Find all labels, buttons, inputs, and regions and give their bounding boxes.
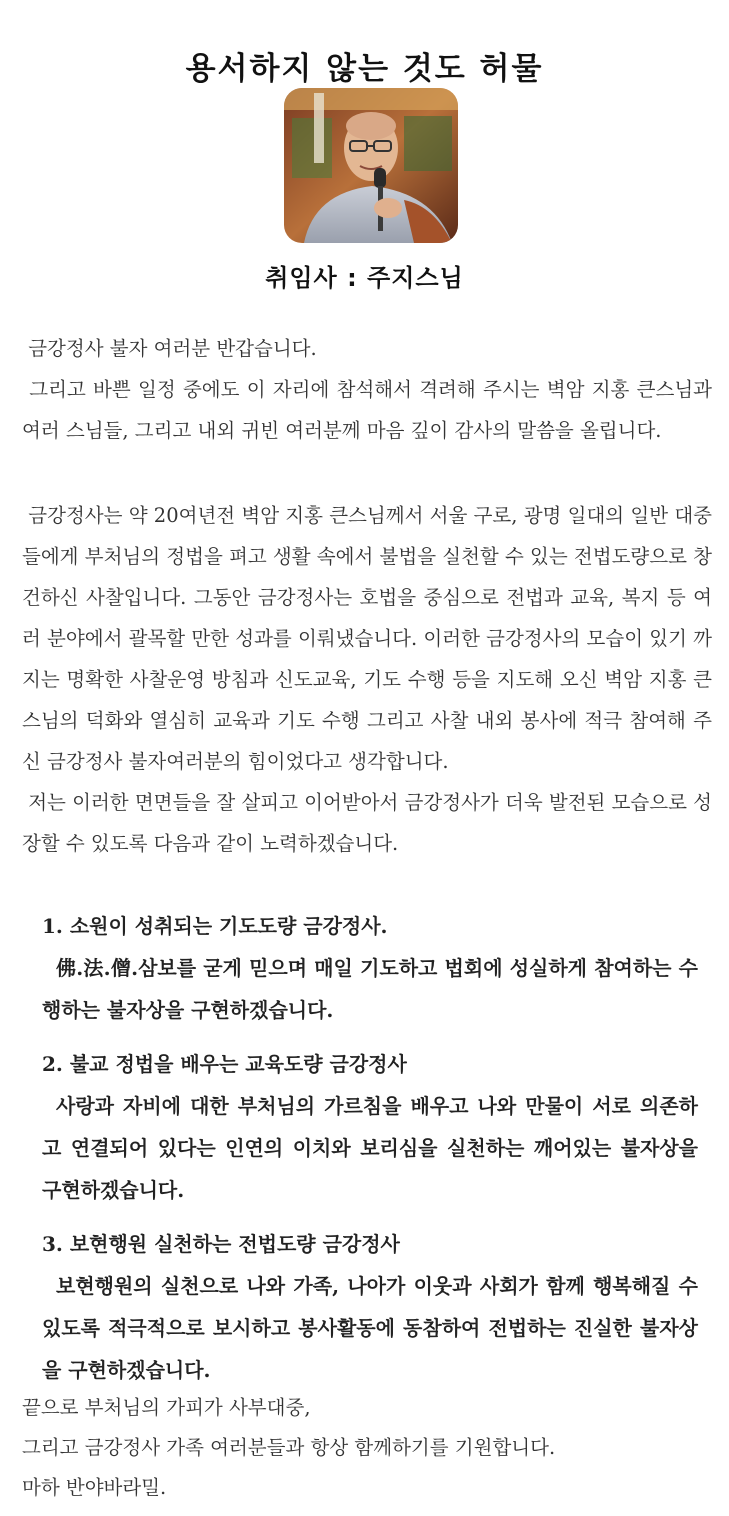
closing-line: 마하 반야바라밀. [22, 1476, 167, 1499]
closing-section [22, 1388, 712, 1508]
resolution-paragraph: 저는 이러한 면면들을 잘 살피고 이어받아서 금강정사가 더욱 발전된 모습으로 성장할 수 있도록 다음과 같이 노력하겠습니다. [22, 791, 712, 855]
speaker-photo [284, 88, 458, 243]
page-title: 용서하지 않는 것도 허물 [185, 50, 544, 87]
vow-item [42, 1223, 698, 1391]
greeting-section [22, 328, 719, 451]
vow-heading: 1. 소원이 성취되는 기도도량 금강정사. [42, 914, 388, 938]
vow-item [42, 905, 698, 1031]
closing-line: 끝으로 부처님의 가피가 사부대중, [22, 1396, 311, 1419]
vow-heading: 2. 불교 정법을 배우는 교육도량 금강정사 [42, 1052, 407, 1076]
speaker-photo-image [284, 88, 458, 243]
vow-list [42, 905, 698, 1403]
vow-body: 佛.法.僧.삼보를 굳게 믿으며 매일 기도하고 법회에 성실하게 참여하는 수행하는 불자상을 구현하겠습니다. [42, 956, 698, 1022]
vow-heading: 3. 보현행원 실천하는 전법도량 금강정사 [42, 1232, 400, 1256]
history-section [22, 495, 712, 864]
vow-body: 사랑과 자비에 대한 부처님의 가르침을 배우고 나와 만물이 서로 의존하고 연결되어 있다는 인연의 이치와 보리심을 실천하는 깨어있는 불자상을 구현하겠습니다. [42, 1094, 698, 1202]
vow-item [42, 1043, 698, 1211]
vow-body: 보현행원의 실천으로 나와 가족, 나아가 이웃과 사회가 함께 행복해질 수 있도록 적극적으로 보시하고 봉사활동에 동참하여 전법하는 진실한 불자상을 구현하겠습니다. [42, 1274, 698, 1382]
greeting-paragraph: 그리고 바쁜 일정 중에도 이 자리에 참석해서 격려해 주시는 벽암 지홍 큰스님과 여러 스님들, 그리고 내외 귀빈 여러분께 마음 깊이 감사의 말씀을 올립니다. [22, 378, 719, 442]
greeting-paragraph: 금강정사 불자 여러분 반갑습니다. [22, 337, 317, 360]
photo-caption: 취임사 : 주지스님 [265, 264, 464, 292]
closing-line: 그리고 금강정사 가족 여러분들과 항상 함께하기를 기원합니다. [22, 1436, 556, 1459]
history-paragraph: 금강정사는 약 20여년전 벽암 지홍 큰스님께서 서울 구로, 광명 일대의 일반 대중들에게 부처님의 정법을 펴고 생활 속에서 불법을 실천할 수 있는 전법도량으로 창건하신 사찰입니다. 그동안 금강정사는 호법을 중심으로 전법과 교육, 복지 등 여러 분야에서 괄목할 만한 성과를 이뤄냈습니다. 이러한 금강정사의 모습이 있기 까지는 명확한 사찰운영 방침과 신도교육, 기도 수행 등을 지도해 오신 벽암 지홍 큰스님의 덕화와 열심히 교육과 기도 수행 그리고 사찰 내외 봉사에 적극 참여해 주신 금강정사 불자여러분의 힘이었다고 생각합니다. [22, 504, 712, 773]
